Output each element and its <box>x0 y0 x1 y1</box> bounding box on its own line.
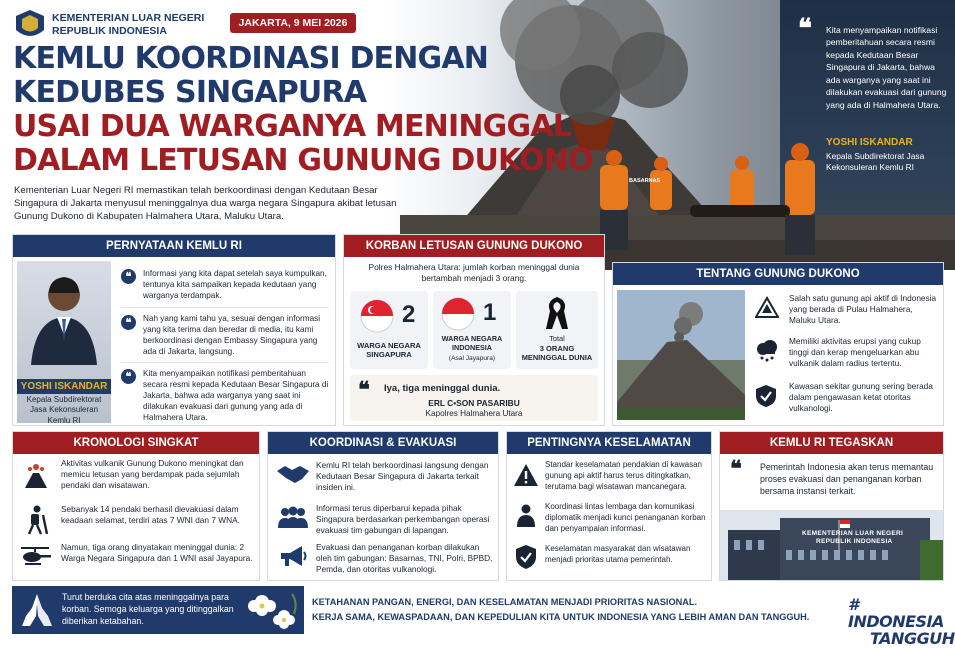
quote-mark-icon: ❝ <box>358 377 370 403</box>
hashtag-line-2: TANGGUH <box>870 629 955 648</box>
id-victims-card <box>433 291 511 369</box>
tentang-title: TENTANG GUNUNG DUKONO <box>613 263 943 285</box>
kapolres-quote: Iya, tiga meninggal dunia. <box>384 383 501 394</box>
footer-line-1: KETAHANAN PANGAN, ENERGI, DAN KESELAMATAN MENJADI PRIORITAS NASIONAL. <box>312 597 698 607</box>
footer-line-2: KERJA SAMA, KEWASPADAAN, DAN KEPEDULIAN KITA UNTUK INDONESIA YANG LEBIH AMAN DAN TANGGUH. <box>312 612 810 622</box>
total-value: 3 ORANG <box>539 344 575 353</box>
headline-line-2: KEDUBES SINGAPURA <box>13 75 367 110</box>
id-count: 1 <box>483 299 497 326</box>
divider <box>121 362 329 363</box>
pernyataan-quote-3: Kita menyampaikan notifikasi pemberitahuan secara resmi kepada Kedutaan Besar Singapura di Jakarta, bahwa ada warganya yang saat ini dilakukan evakuasi dari gunung yang ada di Halmahera Utara. <box>143 369 329 423</box>
hero-quote-text: Kita menyampaikan notifikasi pemberitahuan secara resmi kepada Kedutaan Besar Singapura di Jakarta, bahwa ada warganya yang saat ini dilakukan evakuasi dari gunung yang ada di Halmahera Utara. <box>826 25 947 110</box>
pernyataan-panel <box>12 234 336 426</box>
official-photo <box>17 261 111 423</box>
shield-check-icon <box>755 384 777 408</box>
headline-line-1: KEMLU KOORDINASI DENGAN <box>13 41 489 76</box>
kronologi-item-2: Sebanyak 14 pendaki berhasil dievakuasi dalam keadaan selamat, terdiri atas 7 WNI dan 7 WNA. <box>61 504 240 526</box>
headline-line-3: USAI DUA WARGANYA MENINGGAL <box>13 109 572 144</box>
total-sub: MENINGGAL DUNIA <box>521 353 593 362</box>
total-label: Total <box>549 334 565 343</box>
ministry-line-2: REPUBLIK INDONESIA <box>52 25 167 38</box>
basarnas-vest-label: BASARNAS <box>629 178 661 184</box>
tegaskan-title: KEMLU RI TEGASKAN <box>720 432 943 454</box>
building-sign-line-2: REPUBLIK INDONESIA <box>816 538 893 546</box>
hashtag-line-1: # INDONESIA <box>848 595 944 631</box>
ministry-name <box>52 12 204 38</box>
koordinasi-item-1: Kemlu RI telah berkoordinasi langsung dengan Kedutaan Besar Singapura di Jakarta terkait insiden ini. <box>316 460 489 493</box>
ash-cloud-icon <box>755 340 779 362</box>
tentang-item-3: Kawasan sekitar gunung sering berada dalam pengawasan ketat otoritas vulkanologi. <box>789 381 933 414</box>
total-victims-card <box>516 291 598 369</box>
official-role: Kepala Subdirektorat Jasa Kekonsuleran Kemlu RI <box>26 395 102 425</box>
official-name: YOSHI ISKANDAR <box>17 379 111 394</box>
people-group-icon <box>513 504 539 528</box>
sg-label: WARGA NEGARA SINGAPURA <box>357 341 421 360</box>
mountain-icon <box>755 296 779 318</box>
kapolres-name: ERL C•SON PASARIBU <box>428 398 520 408</box>
kronologi-panel <box>12 431 260 581</box>
quote-mark-icon: ❝ <box>730 456 742 482</box>
dukono-photo <box>617 290 745 420</box>
kapolres-quote-box <box>350 375 598 421</box>
building-sign-line-1: KEMENTERIAN LUAR NEGERI <box>802 530 904 537</box>
keselamatan-title: PENTINGNYA KESELAMATAN <box>507 432 711 454</box>
praying-hands-icon <box>20 592 54 628</box>
helicopter-icon <box>19 545 53 567</box>
koordinasi-panel <box>267 431 499 581</box>
indonesia-flag-icon <box>441 297 475 331</box>
quote-icon: ❝ <box>121 269 136 284</box>
white-flowers <box>244 588 302 632</box>
ministry-emblem-icon <box>14 8 46 42</box>
condolence-text: Turut berduka cita atas meninggalnya para korban. Semoga keluarga yang ditinggalkan diberikan ketabahan. <box>62 592 234 626</box>
handshake-icon <box>276 463 310 485</box>
team-icon <box>276 506 310 530</box>
kronologi-title: KRONOLOGI SINGKAT <box>13 432 259 454</box>
ministry-line-1: KEMENTERIAN LUAR NEGERI <box>52 12 205 24</box>
korban-intro: Polres Halmahera Utara: jumlah korban meninggal dunia bertambah menjadi 3 orang. <box>368 262 580 284</box>
volcano-eruption-icon <box>21 461 51 489</box>
kronologi-item-1: Aktivitas vulkanik Gunung Dukono meningkat dan memicu letusan yang berdampak pada sejumlah pendaki dan wisatawan. <box>61 458 244 491</box>
keselamatan-item-1: Standar keselamatan pendakian di kawasan gunung api aktif harus terus ditingkatkan, terutama bagi wisatawan mancanegara. <box>545 460 702 491</box>
tegaskan-text: Pemerintah Indonesia akan terus memantau proses evakuasi dan penanganan korban bersama instansi terkait. <box>760 462 934 496</box>
singapore-flag-icon <box>360 299 394 333</box>
id-sub: (Asal Jayapura) <box>448 355 496 362</box>
mourning-ribbon-icon <box>544 295 570 331</box>
id-label: WARGA NEGARA INDONESIA <box>441 334 503 352</box>
tentang-panel <box>612 262 944 426</box>
kapolres-role: Kapolres Halmahera Utara <box>425 409 523 418</box>
korban-panel <box>343 234 605 426</box>
lead-paragraph: Kementerian Luar Negeri RI memastikan telah berkoordinasi dengan Kedutaan Besar Singapura di Jakarta menyusul meninggalnya dua warga negara Singapura akibat letusan Gunung Dukono di Kabupaten Halmahera Utara, Maluku Utara. <box>14 185 397 223</box>
quote-mark-icon: ❝ <box>798 14 812 44</box>
quote-icon: ❝ <box>121 369 136 384</box>
koordinasi-item-2: Informasi terus diperbarui kepada pihak Singapura berdasarkan perkembangan operasi evakuasi tim gabungan di lapangan. <box>316 503 490 536</box>
tegaskan-panel <box>719 431 944 581</box>
sg-victims-card <box>350 291 428 369</box>
korban-title: KORBAN LETUSAN GUNUNG DUKONO <box>344 235 604 257</box>
pernyataan-quote-2: Nah yang kami tahu ya, sesuai dengan informasi yang kita terima dan beredar di media, itu kami berkoordinasi dengan Embassy Singapura yang ada di Jakarta, langsung. <box>143 314 321 357</box>
sg-count: 2 <box>402 301 416 328</box>
date-badge: JAKARTA, 9 MEI 2026 <box>230 13 356 33</box>
pernyataan-title: PERNYATAAN KEMLU RI <box>13 235 335 257</box>
koordinasi-item-3: Evakuasi dan penanganan korban dilakukan oleh tim gabungan: Basarnas, TNI, Polri, BPBD, Pemda, dan otoritas vulkanologi. <box>316 542 493 575</box>
quote-icon: ❝ <box>121 315 136 330</box>
tentang-item-2: Memiliki aktivitas erupsi yang cukup tinggi dan kerap mengeluarkan abu vulkanik dalam radius tertentu. <box>789 336 921 369</box>
megaphone-icon <box>278 544 308 568</box>
warning-icon <box>513 463 539 487</box>
headline-line-4: DALAM LETUSAN GUNUNG DUKONO <box>13 143 593 178</box>
building-sign <box>802 530 903 546</box>
headline <box>13 42 593 178</box>
divider <box>121 307 329 308</box>
condolence-box <box>12 586 304 634</box>
hero-quote-name: YOSHI ISKANDAR <box>826 137 913 148</box>
pernyataan-quote-1: Informasi yang kita dapat setelah saya kumpulkan, tentunya kita sampaikan kepada kedutaan yang warganya terdampak. <box>143 269 327 301</box>
hiker-icon <box>23 505 51 535</box>
official-avatar <box>17 265 111 365</box>
keselamatan-item-2: Koordinasi lintas lembaga dan komunikasi diplomatik menjadi kunci penanganan korban dan penyampaian informasi. <box>545 502 706 533</box>
keselamatan-item-3: Keselamatan masyarakat dan wisatawan menjadi prioritas utama pemerintah. <box>545 544 691 564</box>
koordinasi-title: KOORDINASI & EVAKUASI <box>268 432 498 454</box>
kronologi-item-3: Namun, tiga orang dinyatakan meninggal dunia: 2 Warga Negara Singapura dan 1 WNI asal Jayapura. <box>61 542 253 564</box>
hero-quote-role: Kepala Subdirektorat Jasa Kekonsuleran Kemlu RI <box>826 151 925 172</box>
hashtag <box>848 596 955 647</box>
shield-check-icon <box>514 544 538 570</box>
keselamatan-panel <box>506 431 712 581</box>
tentang-item-1: Salah satu gunung api aktif di Indonesia yang berada di Pulau Halmahera, Maluku Utara. <box>789 293 937 326</box>
